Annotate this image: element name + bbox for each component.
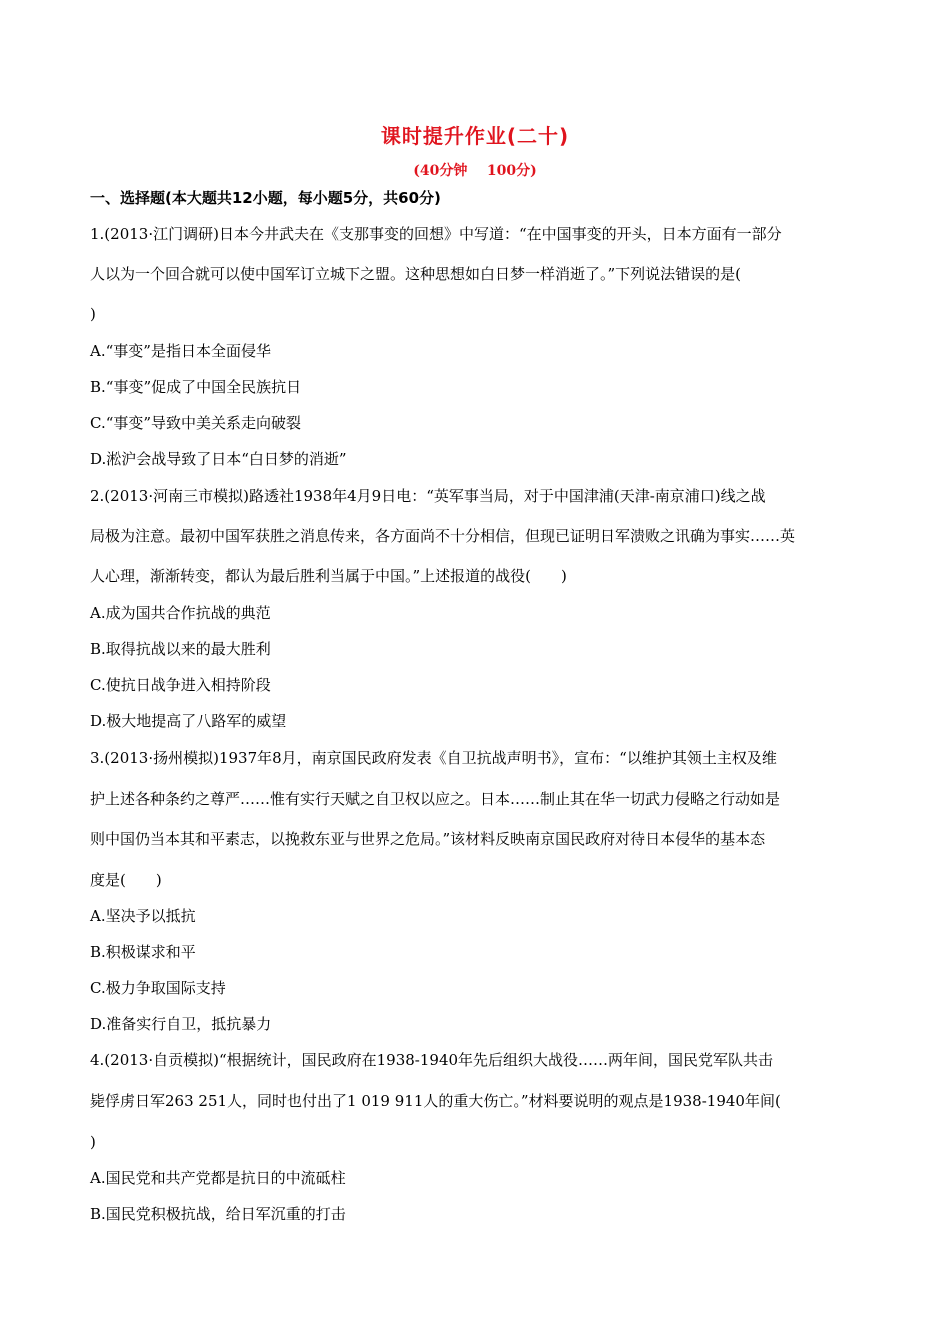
question-3-option-c: C.极力争取国际支持 [90,979,226,997]
question-2-option-b: B.取得抗战以来的最大胜利 [90,640,271,658]
question-2-option-a: A.成为国共合作抗战的典范 [90,604,271,622]
question-3-stem-line: 度是( ) [90,871,162,889]
question-2-option-c: C.使抗日战争进入相持阶段 [90,676,271,694]
question-2-stem-line: 2.(2013·河南三市模拟)路透社1938年4月9日电：“英军事当局，对于中国津浦(天津-南京浦口)线之战 [90,487,766,505]
question-3-stem-line: 则中国仍当本其和平素志，以挽救东亚与世界之危局。”该材料反映南京国民政府对待日本侵华的基本态 [90,830,766,848]
question-4-stem-line: ) [90,1133,96,1151]
question-3-stem-line: 3.(2013·扬州模拟)1937年8月，南京国民政府发表《自卫抗战声明书》，宣布：“以维护其领土主权及维 [90,749,777,767]
question-2-stem-line: 局极为注意。最初中国军获胜之消息传来，各方面尚不十分相信，但现已证明日军溃败之讯确为事实……英 [90,527,796,545]
question-4-option-a: A.国民党和共产党都是抗日的中流砥柱 [90,1169,346,1187]
question-4-stem-line: 毙俘虏日军263 251人，同时也付出了1 019 911人的重大伤亡。”材料要说明的观点是1938-1940年间( [90,1092,781,1110]
question-1-stem-line: ) [90,305,96,323]
page-subtitle: (40分钟 100分) [413,163,537,179]
question-1-stem-line: 人以为一个回合就可以使中国军订立城下之盟。这种思想如白日梦一样消逝了。”下列说法错误的是( [90,265,742,283]
question-3-option-b: B.积极谋求和平 [90,943,196,961]
question-4-stem-line: 4.(2013·自贡模拟)“根据统计，国民政府在1938-1940年先后组织大战役……两年间，国民党军队共击 [90,1051,774,1069]
question-1-stem-line: 1.(2013·江门调研)日本今井武夫在《支那事变的回想》中写道：“在中国事变的开头，日本方面有一部分 [90,225,782,243]
question-4-option-b: B.国民党积极抗战，给日军沉重的打击 [90,1205,346,1223]
question-2-stem-line: 人心理，渐渐转变，都认为最后胜利当属于中国。”上述报道的战役( ) [90,567,567,585]
question-1-option-a: A.“事变”是指日本全面侵华 [90,342,271,360]
question-1-option-c: C.“事变”导致中美关系走向破裂 [90,414,302,432]
question-1-option-d: D.淞沪会战导致了日本“白日梦的消逝” [90,450,347,468]
page-title: 课时提升作业(二十) [380,124,570,148]
question-2-option-d: D.极大地提高了八路军的威望 [90,712,287,730]
question-3-option-a: A.坚决予以抵抗 [90,907,196,925]
question-3-stem-line: 护上述各种条约之尊严……惟有实行天赋之自卫权以应之。日本……制止其在华一切武力侵略之行动如是 [90,790,781,808]
question-3-option-d: D.准备实行自卫，抵抗暴力 [90,1015,272,1033]
section-heading: 一、选择题(本大题共12小题，每小题5分，共60分) [90,189,441,207]
question-1-option-b: B.“事变”促成了中国全民族抗日 [90,378,302,396]
